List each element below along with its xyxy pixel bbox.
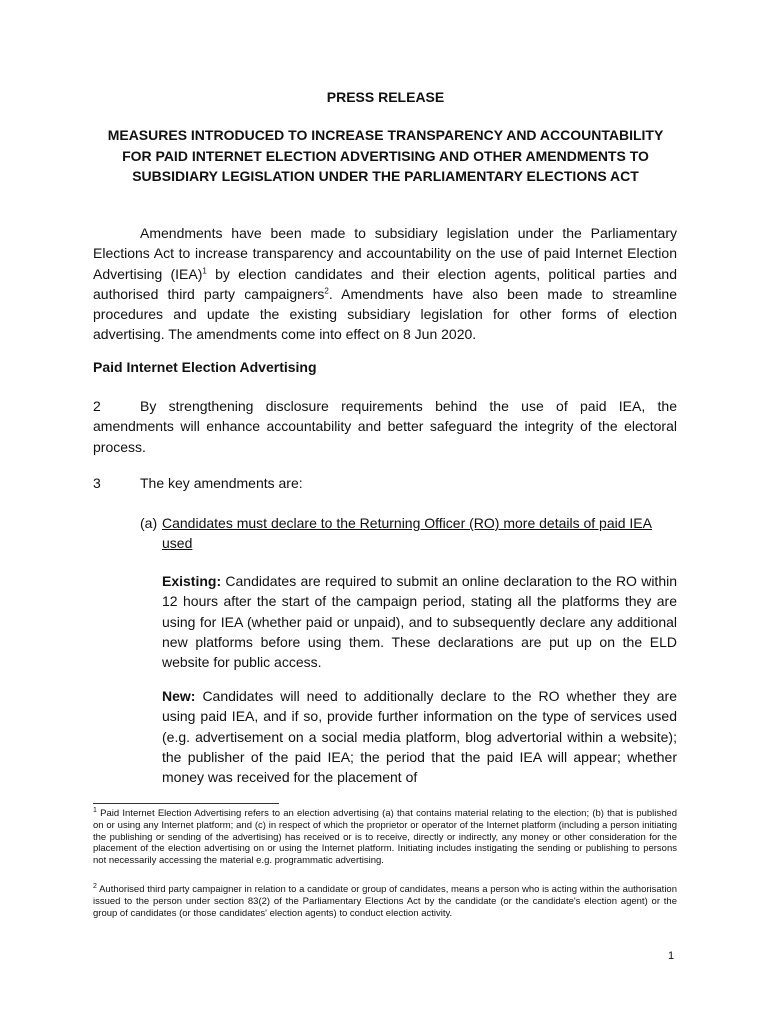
intro-paragraph [93,223,677,345]
section-heading: Paid Internet Election Advertising [93,359,317,375]
new-text: Candidates will need to additionally declare to the RO whether they are using paid IEA, and if so, provide further information on the type of services used (e.g. advertisement on a social media platform, blog advertorial within a website); the publisher of the paid IEA; the period that the paid IEA will appear; whether money was received for the placement of [162,688,677,786]
existing-label: Existing: [162,573,222,589]
new-paragraph [162,686,677,787]
list-item-label: (a) [140,515,158,531]
page-number: 1 [668,950,675,962]
intro-text-3: . Amendments have also been made to streamline procedures and update the existing subsidiary legislation for other forms of election advertising. The amendments come into effect on 8 Jun 2020. [93,285,677,343]
intro-text-1: Amendments have been made to subsidiary legislation under the Parliamentary Elections Act to increase transparency and accountability on the use of paid Internet Election Advertising (IEA) [93,225,677,282]
press-release-title: PRESS RELEASE [326,89,445,105]
footnote-mark: 2 [93,882,97,890]
existing-text: Candidates are required to submit an online declaration to the RO within 12 hours after the start of the campaign period, stating all the platforms they are using for IEA (whether paid or unpaid), and to subsequently declare any additional new platforms before using them. These declarations are put up on the ELD website for public access. [162,573,677,671]
new-label: New: [162,688,196,704]
footnote-2 [93,884,677,919]
paragraph-text: The key amendments are: [140,475,303,491]
footnote-divider [93,803,279,804]
footnote-1 [93,808,677,867]
paragraph-2 [93,396,677,457]
footnote-mark: 1 [93,806,97,814]
footnote-ref-1: 1 [202,265,207,275]
list-item-a [140,513,678,554]
paragraph-text: By strengthening disclosure requirements behind the use of paid IEA, the amendments will enhance accountability and better safeguard the integrity of the electoral process. [93,398,677,455]
page-title: MEASURES INTRODUCED TO INCREASE TRANSPARENCY AND ACCOUNTABILITY FOR PAID INTERNET ELECTION ADVERTISING AND OTHER AMENDMENTS TO SUBSIDIARY LEGISLATION UNDER THE PARLIAMENTARY ELECTIONS ACT [107,127,664,184]
intro-text-2: by election candidates and their election agents, political parties and authorised third party campaigners [93,265,677,302]
paragraph-number: 2 [93,398,101,414]
paragraph-number: 3 [93,475,101,491]
footnote-text: Paid Internet Election Advertising refers to an election advertising (a) that contains material relating to the election; (b) that is published on or using any Internet platform; and (c) in respect of which the proprietor or operator of the Internet platform (including a person initiating the publishing or sending of the advertising) has received or is to receive, directly or indirectly, any money or other consideration for the placement of the election advertising on or using the Internet platform. Initiating includes instigating the sending or publishing to persons not necessarily accessing the material e.g. programmatic advertising. [93,808,677,867]
list-item-heading: Candidates must declare to the Returning Officer (RO) more details of paid IEA used [162,515,652,552]
footnote-ref-2: 2 [324,286,329,296]
footnote-text: Authorised third party campaigner in relation to a candidate or group of candidates, means a person who is acting within the authorisation issued to the person under section 83(2) of the Parliamentary Elections Act by the candidate (or the candidate's election agent) or the group of candidates (or those candidates' election agents) to conduct election activity. [93,884,677,919]
paragraph-3 [93,473,677,493]
existing-paragraph [162,571,677,672]
